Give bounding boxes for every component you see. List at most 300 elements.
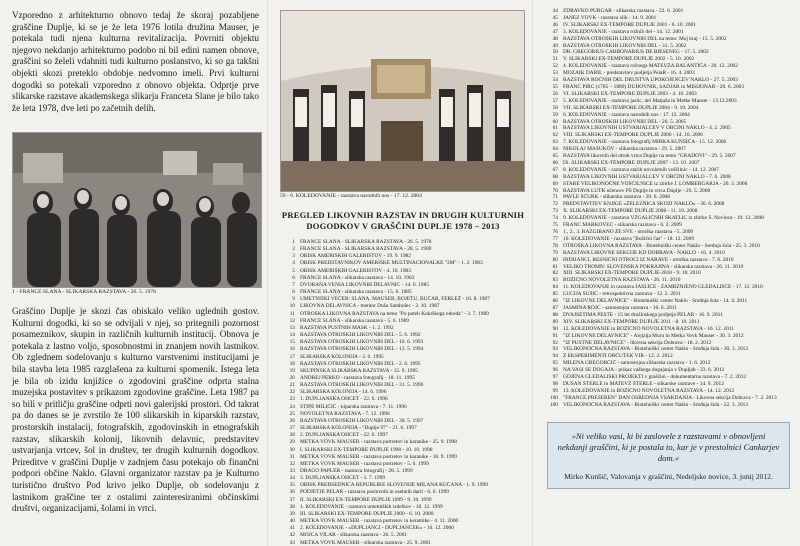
entry-text: VELIKONOČNA RAZSTAVA - Biotehniški center Naklo - Srednja šola - 22. 3. 2013 — [563, 401, 749, 408]
entry-number: 4 — [292, 260, 295, 267]
quote-box — [547, 422, 790, 490]
entry-number: 61 — [552, 125, 558, 132]
event-entry — [280, 282, 526, 289]
event-entry — [543, 229, 794, 236]
event-entry — [280, 497, 526, 504]
entry-number: 47 — [552, 28, 558, 35]
entry-number: 72 — [552, 201, 558, 208]
entry-number: 84 — [552, 284, 558, 291]
entry-text: OBISK PREDSTAVNIKOV AMERIŠKE MULTINACIONALKE "3M" - 1. 2. 1983 — [300, 260, 483, 267]
entry-text: FRANC PIRC (1785 – 1880) DUHOVNIK, SADJAR in MISIJONAR - 20. 6. 2003 — [563, 83, 745, 90]
event-entry — [543, 15, 794, 22]
event-entry — [543, 125, 794, 132]
entry-text: 1. KOLEDOVANJE - razstava umetniških izdelkov - 18. 12. 1999 — [300, 503, 443, 510]
event-entry — [543, 22, 794, 29]
event-entry — [543, 91, 794, 98]
entry-text: I. SLIKARSKI EX-TEMPORE DUPLJE 1998 - 10. 10. 1998 — [300, 446, 433, 453]
entry-text: MILENA GREGORČIČ - samostojna slikarska razstava - 1. 6. 2012 — [563, 360, 711, 367]
entry-number: 15 — [289, 339, 295, 346]
entry-text: 13. KOLEDOVANJE in BOŽIČNO NOVOLETNA RAZSTAVA - 14. 12. 2012 — [563, 387, 735, 394]
event-entry — [543, 395, 794, 402]
entry-text: OTROŠKA LIKOVNA RAZSTAVA na temo "Po poteh Kokrškega odreda" - 3. 7. 1989 — [300, 310, 489, 317]
entry-text: "IZ PUSTNE DELAVNICE" - likovna sekcija Dobrava - 18. 2. 2012 — [563, 339, 712, 346]
event-entry — [280, 318, 526, 325]
entry-number: 60 — [552, 118, 558, 125]
entry-number: 91 — [552, 332, 558, 339]
event-entry — [280, 239, 526, 246]
entry-text: ŠTIPE MILIČIĆ - kiparska razstava - 7. 11. 1996 — [300, 403, 407, 410]
event-entry — [280, 253, 526, 260]
entry-number: 19 — [289, 367, 295, 374]
event-entry — [280, 489, 526, 496]
event-entry — [543, 333, 794, 340]
history-paragraph: Graščino Duplje je skozi čas obiskalo veliko uglednih gostov. Kulturni dogodki, ki so se odvijali v njej, so pritegnili pozornost posameznikov, skupin in različnih kulturnih institucij. Obnova je potekala z lastno voljo, sposobnostmi in znanjem novih lastnikov. Ob zglednem sodelovanju s kulturno varstvenimi institucijami je bila stavba leta 1985 razglašena za kulturni spomenik. Istega leta je bila ob izidu knjižice o zgodovini graščine odprta stalna muzejska postavitev s prikazom zgodovine graščine. Leta 1987 pa so bili v pritličju graščine odprti novi galerijski prostori. Od takrat pa do danes se je zvrstilo že 100 slikarskih in kiparskih razstav, prostorskih instalacij, fotografskih, zgodovinskih in etnografskih razstav, slikarskih kolonij, likovnih delavnic, predstavitev ustvarjanja vrtcev, šol in društev, ter drugih kulturnih dogodkov. Prireditve v graščini Duplje v zadnjem času potekajo ob finančni podpori občine Naklo. Glavni organizator razstav pa je Kulturno turistično društvo Pod krivo jelko Duplje, ob sodelovanju z lastnikom graščine ter z ostalimi zainteresiranimi občinskimi društvi, organizacijami, šolami in vrtci. — [12, 306, 259, 514]
middle-panel — [268, 0, 533, 546]
entry-number: 44 — [552, 8, 558, 14]
entry-number: 34 — [289, 475, 295, 482]
entry-text: 6. KOLEDOVANJE - razstava narodnih nos - 17. 12. 2004 — [563, 111, 690, 118]
entry-text: SLIKARSKA KOLONIJA - "Duplje 97" - 21. 6. 1997 — [300, 425, 417, 432]
event-entry — [280, 289, 526, 296]
entry-number: 62 — [552, 132, 558, 139]
entry-number: 48 — [552, 35, 558, 42]
entry-number: 86 — [552, 298, 558, 305]
entry-number: 90 — [552, 325, 558, 332]
event-entry — [543, 402, 794, 409]
entry-number: 59 — [552, 111, 558, 118]
entry-text: RAZSTAVA OTROŠKIH LIKOVNIH DEL - 31. 5. 1996 — [300, 382, 424, 389]
event-entry — [543, 270, 794, 277]
entry-text: UMETNIŠKI VEČER: SLANA, MAUSER, BOJETU, BUČAR, FERLEŽ - 16. 8. 1987 — [300, 296, 490, 303]
entry-number: 20 — [289, 374, 295, 381]
entry-number: 63 — [552, 139, 558, 146]
entry-number: 88 — [552, 311, 558, 318]
entry-text: FRANCE SLANA - SLIKARSKA RAZSTAVA - 28. 5. 1980 — [300, 246, 432, 253]
event-entry — [280, 339, 526, 346]
entry-text: ANDREJ PERKO - razstava fotografij - 18. 11. 1995 — [300, 374, 415, 381]
entry-text: RAZSTAVA PUSTNIH MASK - 1. 2. 1992 — [300, 324, 394, 331]
entry-number: 2 — [292, 246, 295, 253]
entry-number: 16 — [289, 346, 295, 353]
entry-text: VELIKO TROMN: SLOVENSKA POKRAJINA - slikarska razstava - 26. 11. 2010 — [563, 263, 744, 270]
photo-exhibition-opening — [12, 132, 262, 288]
list-title: PREGLED LIKOVNIH RAZSTAV IN DRUGIH KULTURNIH DOGODKOV V GRAŠČINI DUPLJE 1978 – 2013 — [281, 210, 525, 231]
event-entry — [543, 132, 794, 139]
event-entry — [280, 382, 526, 389]
entry-text: III. SLIKARSKI EX-TEMPORE DUPLJE 2000 - 6. 10. 2000 — [300, 510, 434, 517]
entry-text: MOZAIK DARIL - predstavitev podjetja PelaR - 16. 4. 2003 — [563, 70, 695, 77]
entry-text: SLIKARSKA KOLONIJA - 3. 6. 1995 — [300, 353, 384, 360]
entry-number: 57 — [552, 97, 558, 104]
entry-text: FRANCE SLANA - slikarska razstava - 14. 10. 1983 — [300, 274, 415, 281]
event-entry — [280, 346, 526, 353]
event-entry — [543, 250, 794, 257]
entry-text: RAZSTAVA OTROŠKIH LIKOVNIH DEL - 30. 5. 1997 — [300, 417, 424, 424]
entry-text: Z EKSPERIMENTI OBČUTEK VIR - 12. 2. 2012 — [563, 353, 673, 360]
entry-number: 41 — [289, 525, 295, 532]
entry-text: METKA VOVK MAUSER - razstava portretov in keramike - 4. 11. 2000 — [300, 518, 459, 525]
event-entry — [543, 77, 794, 84]
entry-text: RAZSTAVA likovnih del otrok vrtca Duplje na temo "GRADOVI" - 29. 5. 2007 — [563, 153, 736, 160]
event-entry — [280, 461, 526, 468]
entry-number: 89 — [552, 318, 558, 325]
right-panel — [533, 0, 800, 546]
entry-text: IV. SLIKARSKI EX-TEMPORE DUPLJE 2001 - 6. 10. 2001 — [563, 21, 697, 28]
entry-text: RAZSTAVA LUTK učencev PŠ Duplje in vrtca Duplje - 29. 5. 2008 — [563, 187, 711, 194]
event-entry — [543, 257, 794, 264]
event-entry — [543, 194, 794, 201]
event-entry — [543, 319, 794, 326]
event-entry — [280, 311, 526, 318]
entry-text: FRANC MARKOVEC - slikarska razstava - 6. 2. 2009 — [563, 222, 682, 229]
entry-text: 11. KOLEDOVANJE in razstava JASLICE - ZAMRZNJENO GLEDALIŠČE - 17. 12. 2010 — [563, 284, 763, 291]
event-entry — [543, 381, 794, 388]
entry-number: 87 — [552, 304, 558, 311]
entry-number: 13 — [289, 324, 295, 331]
entry-number: 98 — [552, 380, 558, 387]
photo-folk-costume-exhibition — [280, 10, 525, 192]
event-entry — [280, 525, 526, 532]
entry-text: "FRANCE PREŠEREN" DAN OSREDNJA VSAKDANJA - Likovna sekcija Dobrava - 7. 2. 2013 — [563, 394, 777, 401]
entry-text: 10. KOLEDOVANJE - razstava "Božični čas" - 18. 12. 2009 — [563, 235, 694, 242]
entry-text: RAZSTAVA OTROŠKIH LIKOVNIH DEL - 5. 6. 1992 — [300, 332, 421, 339]
photo-caption: 59 - 6. KOLEDOVANJE - razstava narodnih nos - 17. 12. 2004 — [280, 193, 422, 199]
entry-text: V. SLIKARSKI EX-TEMPORE DUPLJE 2002 - 5. 10. 2002 — [563, 56, 695, 63]
entry-number: 65 — [552, 153, 558, 160]
event-entry — [280, 425, 526, 432]
event-entry — [543, 181, 794, 188]
event-entry — [543, 43, 794, 50]
entry-number: 24 — [289, 403, 295, 410]
entry-text: LUCIJA ŠUŠIĆ - retrospektivna razstava - 12. 2. 2011 — [563, 291, 681, 298]
entry-number: 29 — [289, 439, 295, 446]
event-entry — [280, 540, 526, 546]
entry-text: VELIKONOČNA RAZSTAVA - Biotehniški center Naklo - Srednja šola - 30. 3. 2012 — [563, 346, 749, 353]
event-entry — [543, 222, 794, 229]
entry-text: RAZSTAVA LIKOVNIH USTVARJALCEV V OBČINI NAKLO - 7. 6. 2008 — [563, 173, 731, 180]
event-entry — [543, 353, 794, 360]
entry-number: 40 — [289, 518, 295, 525]
entry-number: 69 — [552, 180, 558, 187]
entry-number: 56 — [552, 90, 558, 97]
entry-number: 49 — [552, 42, 558, 49]
entry-text: 4. KOLEDOVANJE - razstava ročnega MATEVŽA BALANTIČA - 20. 12. 2002 — [563, 63, 738, 70]
event-entry — [280, 396, 526, 403]
entry-text: RAZSTAVA LIKOVNIH USTVARJALCEV V OBČINI NAKLO - 4. 2. 2005 — [563, 125, 731, 132]
entry-number: 37 — [289, 496, 295, 503]
entry-number: 50 — [552, 49, 558, 56]
event-entry — [280, 404, 526, 411]
entry-number: 97 — [552, 374, 558, 381]
entry-number: 70 — [552, 187, 558, 194]
event-entry — [280, 260, 526, 267]
event-entry — [280, 532, 526, 539]
entry-number: 66 — [552, 159, 558, 166]
event-entry — [543, 119, 794, 126]
entry-text: II. SLIKARSKI EX-TEMPORE DUPLJE 1999 - 9. 10. 1999 — [300, 496, 432, 503]
entry-text: STARE VELIKONOČNE VOŠČILNICE iz zbirke J. LOMBERGARJA - 20. 3. 2008 — [563, 180, 748, 187]
event-entry — [543, 139, 794, 146]
entry-number: 32 — [289, 460, 295, 467]
entry-number: 100 — [549, 394, 558, 401]
entry-text: INDIJANCI, RESNIČNI OTROCI IZ NARAVE - otroška razstava - 7. 6. 2010 — [563, 256, 734, 263]
event-entry — [280, 411, 526, 418]
entry-text: "IZ LIKOVNE DELAVNICE" - Alojzija Muru in Metka Vovk Mauser - 30. 3. 2012 — [563, 332, 744, 339]
event-entry — [543, 388, 794, 395]
entry-number: 26 — [289, 417, 295, 424]
entry-number: 8 — [292, 289, 295, 296]
event-entry — [280, 361, 526, 368]
entry-number: 30 — [289, 446, 295, 453]
event-entry — [543, 70, 794, 77]
entry-text: RAZSTAVA OTROŠKIH LIKOVNIH DEL - 31. 5. 2002 — [563, 42, 687, 49]
event-entry — [280, 332, 526, 339]
entry-text: XIII. SLIKARSKI EX-TEMPORE DUPLJE-2010 - 9. 10. 2010 — [563, 270, 701, 277]
event-entry — [543, 8, 794, 15]
event-entry — [280, 368, 526, 375]
entry-text: FRANCE SLANA - slikarska razstava - 15. 6. 1985 — [300, 289, 412, 296]
entry-number: 1 — [292, 239, 295, 245]
event-entry — [280, 246, 526, 253]
entry-number: 82 — [552, 270, 558, 277]
entry-text: JASMINA ROJC - samostojna razstava - 16. 6. 2011 — [563, 304, 677, 311]
event-list-part-one — [280, 239, 526, 546]
event-entry — [280, 504, 526, 511]
event-entry — [543, 56, 794, 63]
entry-number: 10 — [289, 303, 295, 310]
event-entry — [543, 153, 794, 160]
event-entry — [543, 63, 794, 70]
entry-text: 1. DUPLJANSKA OHCET - 22. 6. 1996 — [300, 396, 388, 403]
entry-text: RAZSTAVA OTROŠKIH LIKOVNIH DEL na temo: Moj kraj - 15. 5. 2002 — [563, 35, 727, 42]
event-entry — [280, 468, 526, 475]
entry-number: 45 — [552, 14, 558, 21]
entry-text: IX. SLIKARSKI EX-TEMPORE DUPLJE 2007 - 13. 10. 2007 — [563, 159, 700, 166]
entry-number: 95 — [552, 360, 558, 367]
entry-text: PAVLE ŠČURK - slikarska razstava - 20. 6. 2008 — [563, 194, 670, 201]
entry-text: 2. KOLEDOVANJE - »DUPLJANCI - DUPLJANČEK« - 16. 12. 2000 — [300, 525, 454, 532]
event-entry — [543, 49, 794, 56]
event-entry — [280, 389, 526, 396]
event-entry — [280, 325, 526, 332]
entry-number: 39 — [289, 510, 295, 517]
entry-number: 7 — [292, 281, 295, 288]
entry-text: SLIKARSKA KOLONIJA - 14. 6. 1996 — [300, 389, 387, 396]
entry-number: 12 — [289, 317, 295, 324]
entry-number: 53 — [552, 70, 558, 77]
entry-number: 64 — [552, 146, 558, 153]
entry-text: PODJETJE PELAR - razstava poslovnih in osebnih daril - 6. 6. 1999 — [300, 489, 449, 496]
entry-text: 7. KOLEDOVANJE - razstava fotografij MIRKA KUNŠIČA - 15. 12. 2006 — [563, 139, 727, 146]
entry-number: 79 — [552, 249, 558, 256]
entry-text: NIKOLAJ MAŠUKOV - slikarska razstava - 29. 5. 2007 — [563, 146, 686, 153]
entry-number: 67 — [552, 166, 558, 173]
entry-text: MOJCA VILAR - slikarska razstava - 26. 5. 2001 — [300, 532, 408, 539]
entry-text: 2. DUPLJANSKA OHCET - 22. 6. 1997 — [300, 432, 388, 439]
entry-text: RAZSTAVA OTROŠKIH LIKOVNIH DEL - 13. 5. 1994 — [300, 346, 424, 353]
entry-text: LIKOVNA DELAVNICA - mentor Duša Sambolec - 2. 10. 1987 — [300, 303, 440, 310]
entry-number: 14 — [289, 332, 295, 339]
event-entry — [543, 215, 794, 222]
entry-text: RAZSTAVA OTROŠKIH LIKOVNIH DEL - 10. 6. 1993 — [300, 339, 424, 346]
entry-number: 35 — [289, 482, 295, 489]
entry-text: GOJENA GLEDALIŠKI PROJEKTI v graščini - dokumentarna razstava - 7. 2. 2012 — [563, 374, 747, 381]
entry-number: 93 — [552, 346, 558, 353]
event-entry — [543, 112, 794, 119]
entry-number: 74 — [552, 215, 558, 222]
entry-text: NOVOLETNA RAZSTAVA - 7. 12. 1996 — [300, 410, 390, 417]
entry-text: ZDRAVKO PURGAR - slikarska razstava - 22. 6. 2001 — [563, 8, 684, 14]
event-entry — [543, 98, 794, 105]
entry-text: 8. KOLEDOVANJE - razstava starih novoletnih voščilnic - 14. 12. 2007 — [563, 166, 720, 173]
event-entry — [543, 243, 794, 250]
entry-text: OBISK PREDSEDNICA REPUBLIKE SLOVENIJE MILANA KUČANA - 1. 9. 1999 — [300, 482, 488, 489]
entry-number: 71 — [552, 194, 558, 201]
entry-number: 38 — [289, 503, 295, 510]
entry-text: SKUPINSKA SLIKARSKA RAZSTAVA - 15. 9. 1995 — [300, 367, 418, 374]
entry-text: DVAJSETIMA PESTE - 15 let družinskega podjetja PELAR - 16. 9. 2011 — [563, 311, 723, 318]
entry-text: BOŽIČNO NOVOLETNA RAZSTAVA - 26. 11. 2010 — [563, 277, 681, 284]
event-entry — [543, 105, 794, 112]
entry-number: 33 — [289, 468, 295, 474]
event-list-part-two — [543, 8, 794, 409]
entry-text: RAZSTAVA OTROŠKIH LIKOVNIH DEL - 2. 6. 1995 — [300, 360, 421, 367]
entry-number: 5 — [292, 267, 295, 274]
entry-number: 27 — [289, 425, 295, 432]
entry-number: 80 — [552, 256, 558, 263]
entry-text: 9. KOLEDOVANJE - razstava VŽGALIČNIH ŠKATLIC iz zbirke Š. Novinca - 19. 12. 2008 — [563, 215, 764, 222]
entry-text: "IZ LIKOVNE DELAVNICE" - Biotehniški center Naklo - Srednja šola - 14. 4. 2011 — [563, 298, 748, 305]
event-entry — [543, 167, 794, 174]
entry-number: 96 — [552, 367, 558, 374]
entry-text: VIII. SLIKARSKI EX-TEMPORE DUPLJE 2006 - 14. 10. 2006 — [563, 132, 704, 139]
entry-text: 3. KOLEDOVANJE - razstava rožnih del - 14. 12. 2001 — [563, 28, 684, 35]
event-entry — [543, 36, 794, 43]
entry-number: 54 — [552, 77, 558, 84]
event-entry — [280, 439, 526, 446]
entry-number: 23 — [289, 396, 295, 403]
entry-text: FRANCE SLANA - SLIKARSKA RAZSTAVA - 26. 5. 1978 — [300, 239, 432, 245]
entry-text: JANEZ VOVK - razstava slik - 14. 9. 2001 — [563, 14, 657, 21]
event-entry — [280, 418, 526, 425]
entry-text: METKA VOVK MAUSER - slikarska razstava - 25. 9. 2001 — [300, 539, 431, 546]
entry-number: 43 — [289, 539, 295, 546]
event-entry — [543, 160, 794, 167]
entry-text: RAZSTAVA OTROŠKIH LIKOVNIH DEL - 20. 5. 2005 — [563, 118, 687, 125]
event-entry — [543, 374, 794, 381]
entry-number: 17 — [289, 353, 295, 360]
event-entry — [543, 305, 794, 312]
entry-text: DR. GREGORIUS CARBONARIUS DE BIESENEG - 17. 5. 2002 — [563, 49, 709, 56]
entry-number: 51 — [552, 56, 558, 63]
entry-text: METKA VOVK MAUSER - razstava portretov - 5. 6. 1999 — [300, 460, 429, 467]
entry-number: 99 — [552, 387, 558, 394]
event-entry — [280, 511, 526, 518]
event-entry — [280, 354, 526, 361]
event-entry — [543, 340, 794, 347]
entry-text: METKA VOVK MAUSER - razstava portretov in karanike - 25. 9. 1998 — [300, 439, 457, 446]
entry-number: 83 — [552, 277, 558, 284]
intro-paragraph: Vzporedno z arhitekturno obnovo tedaj že skoraj pozabljene graščine Duplje, ki se je že leta 1976 lotila družina Mauser, je potekala tudi njena kulturna revitalizacija. Povrniti objektu njegovo nekdanjo arhitekturno podobo ni bil edini namen obnove, graščini so želeli vdahniti tudi kulturno poslanstvo, ki so ga takšni objekti skozi preteklo obdobje nedvomno imeli. Prvi kulturni dogodki so potekali vzporedno z obnovo objekta. Odprtje prve slikarske razstave akademskega slikarja Franceta Slane je bilo tako že leta 1978, dve leti po začetnih delih. — [12, 10, 259, 113]
entry-text: VII. SLIKARSKI EX-TEMPORE DUPLJE 2004 - 9. 10. 2004 — [563, 104, 699, 111]
event-entry — [280, 518, 526, 525]
entry-number: 31 — [289, 453, 295, 460]
event-entry — [280, 482, 526, 489]
entry-number: 3 — [292, 253, 295, 260]
entry-number: 76 — [552, 229, 558, 235]
entry-text: RAZSTAVA LIKOVNE SEKCIJE KD DOBRAVA - NAKLO - 16. 4. 2010 — [563, 249, 725, 256]
entry-text: VI. SLIKARSKI EX-TEMPORE DUPLJE 2003 - 4. 10. 2003 — [563, 90, 697, 97]
event-entry — [543, 346, 794, 353]
entry-text: DRAGO PAPLER - razstava fotografij - 28. 5. 1999 — [300, 468, 413, 474]
entry-number: 9 — [292, 296, 295, 303]
event-entry — [543, 29, 794, 36]
entry-text: X. SLIKARSKI EX-TEMPORE DUPLJE 2008 - 11. 10. 2008 — [563, 208, 698, 215]
entry-number: 85 — [552, 291, 558, 298]
entry-text: DUŠAN ŠTERLE in MATEVŽ ŠTERLE - slikarske razstave - 14. 9. 2012 — [563, 380, 724, 387]
entry-text: FRANCE SLANA - slikarska razstava - 5. 6. 1989 — [300, 317, 409, 324]
quote-text: »Ni veliko vasi, ki bi zaslovele z razstavami v obnovljeni nekdanji graščini, ki je postala to, kar je v prestolnici Cankarjev dom.« — [557, 430, 780, 463]
entry-text: OTROŠKA LIKOVNA RAZSTAVA - Biotehniški center Naklo - Srednja šola - 25. 3. 2010 — [563, 242, 760, 249]
entry-number: 73 — [552, 208, 558, 215]
entry-number: 92 — [552, 339, 558, 346]
event-entry — [543, 188, 794, 195]
event-entry — [543, 360, 794, 367]
quote-source: Mirko Kunšič, Valovanja v graščini, Nedeljske novice, 3. junij 2012. — [564, 471, 773, 481]
event-entry — [543, 298, 794, 305]
entry-text: OBISK AMERIŠKIH GALERISTOV - 19. 9. 1982 — [300, 253, 411, 260]
event-entry — [543, 284, 794, 291]
entry-text: 1., 2., 3. RAZGIBANO ŽE SVE - otroška razstava - 5. 2009 — [563, 229, 694, 235]
entry-number: 100 — [549, 401, 558, 408]
entry-number: 28 — [289, 432, 295, 439]
event-entry — [280, 375, 526, 382]
event-entry — [280, 454, 526, 461]
event-entry — [280, 268, 526, 275]
entry-number: 52 — [552, 63, 558, 70]
entry-number: 78 — [552, 242, 558, 249]
entry-text: 3. DUPLJANSKA OHCET - 3. 7. 1999 — [300, 475, 386, 482]
entry-number: 75 — [552, 222, 558, 229]
entry-text: 5. KOLEDOVANJE - razstava jaslic, del Matjaža in Metke Mauser - 13.12.2003 — [563, 97, 737, 104]
left-panel — [0, 0, 268, 546]
entry-text: PREDSTAVITEV KNJIGE »ŽELEZNICA SKOZI NAKLO« - 30. 6. 2008 — [563, 201, 725, 208]
entry-number: 55 — [552, 83, 558, 90]
entry-text: RAZSTAVA ROČNIH DEL DRUŠTVA UPOKOJENCEV NAKLO - 27. 5. 2003 — [563, 77, 738, 84]
entry-number: 25 — [289, 410, 295, 417]
event-entry — [543, 264, 794, 271]
entry-number: 42 — [289, 532, 295, 539]
entry-text: XIV. SLIKARSKI EX-TEMPORE DUPLJE 2011 - 8. 10. 2011 — [563, 318, 700, 325]
event-entry — [543, 84, 794, 91]
entry-number: 22 — [289, 389, 295, 396]
event-entry — [543, 312, 794, 319]
event-entry — [280, 303, 526, 310]
event-entry — [543, 367, 794, 374]
entry-number: 11 — [289, 310, 295, 317]
entry-text: METKA VOVK MAUSER - razstava portretov in karanike - 18. 9. 1999 — [300, 453, 457, 460]
entry-number: 6 — [292, 274, 295, 281]
entry-number: 68 — [552, 173, 558, 180]
entry-number: 36 — [289, 489, 295, 496]
entry-number: 77 — [552, 235, 558, 242]
event-entry — [543, 291, 794, 298]
event-entry — [543, 146, 794, 153]
entry-number: 81 — [552, 263, 558, 270]
entry-number: 94 — [552, 353, 558, 360]
entry-text: DVORANA VENIA LIKOVNIH DELAVNIC - 14. 6. 1985 — [300, 281, 430, 288]
event-entry — [543, 174, 794, 181]
